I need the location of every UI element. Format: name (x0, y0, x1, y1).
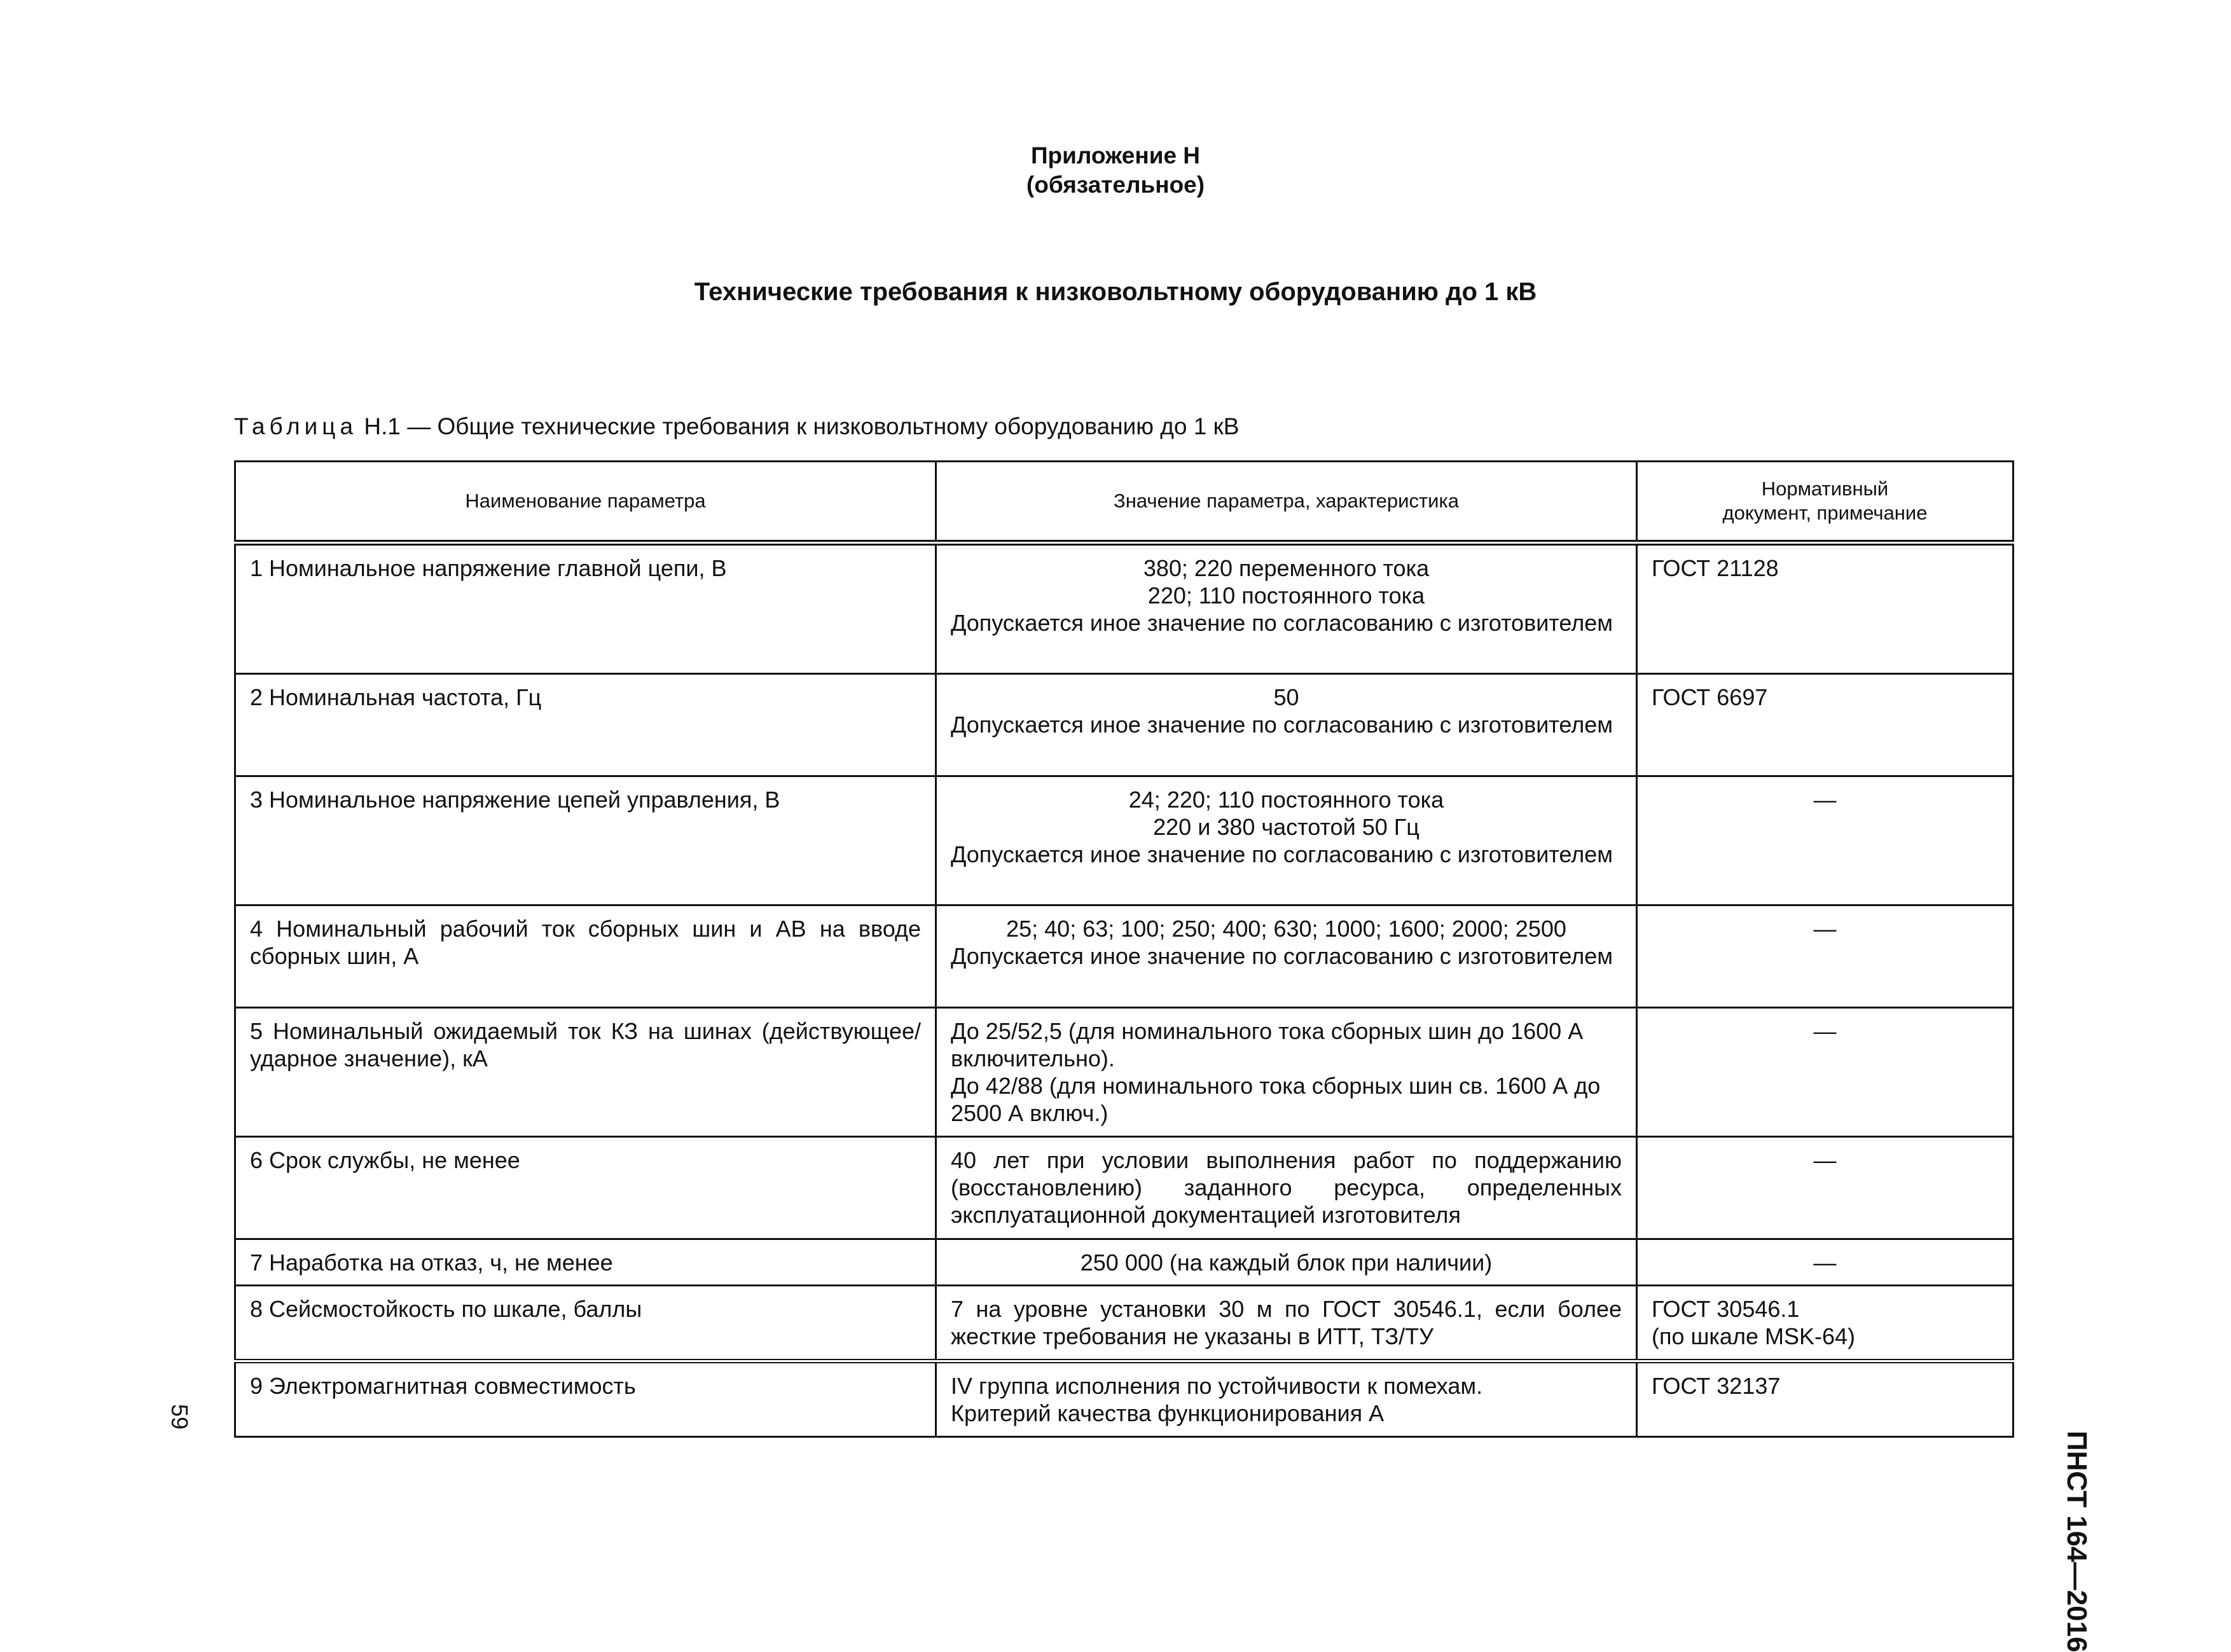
table-row (235, 674, 2013, 776)
table-caption-text: Н.1 — Общие технические требования к низковольтному оборудованию до 1 кВ (364, 413, 1240, 439)
value-line: 380; 220 переменного тока (1143, 555, 1430, 581)
cell-value (936, 905, 1637, 1008)
table-row (235, 1361, 2013, 1437)
table-row (235, 1137, 2013, 1239)
table-caption (234, 412, 1239, 441)
document-line: ГОСТ 30546.1 (1652, 1296, 1800, 1322)
cell-value: 250 000 (на каждый блок при наличии) (936, 1239, 1637, 1286)
cell-value (936, 543, 1637, 674)
value-line: 24; 220; 110 постоянного тока (1128, 787, 1444, 813)
appendix-label: Приложение Н (1030, 142, 1201, 169)
appendix-heading (0, 141, 2231, 200)
header-document (1637, 462, 2013, 543)
appendix-status: (обязательное) (1026, 172, 1205, 198)
cell-document: — (1637, 1008, 2013, 1137)
value-line: IV группа исполнения по устойчивости к помехам. (951, 1373, 1483, 1399)
header-value: Значение параметра, характеристика (936, 462, 1637, 543)
cell-value: 40 лет при условии выполнения работ по поддержанию (восстановлению) заданного ресурса, определенных эксплуатационной документацией изготовителя (936, 1137, 1637, 1239)
document-line: (по шкале MSK-64) (1652, 1323, 1856, 1349)
value-line: До 42/88 (для номинального тока сборных шин св. 1600 А до 2500 А включ.) (951, 1073, 1601, 1126)
cell-value (936, 1361, 1637, 1437)
section-title: Технические требования к низковольтному оборудованию до 1 кВ (694, 278, 1537, 306)
cell-document: — (1637, 1239, 2013, 1286)
cell-value (936, 674, 1637, 776)
value-line: 25; 40; 63; 100; 250; 400; 630; 1000; 1600; 2000; 2500 (1006, 916, 1566, 942)
cell-value: 7 на уровне установки 30 м по ГОСТ 30546.1, если более жесткие требования не указаны в ИТТ, ТЗ/ТУ (936, 1286, 1637, 1361)
value-line: 220 и 380 частотой 50 Гц (1153, 814, 1419, 840)
cell-parameter: 1 Номинальное напряжение главной цепи, В (235, 543, 936, 674)
cell-parameter: 9 Электромагнитная совместимость (235, 1361, 936, 1437)
table-row (235, 543, 2013, 674)
cell-parameter: 7 Наработка на отказ, ч, не менее (235, 1239, 936, 1286)
table-row (235, 1286, 2013, 1361)
cell-parameter: 8 Сейсмостойкость по шкале, баллы (235, 1286, 936, 1361)
table-row (235, 776, 2013, 905)
cell-parameter: 5 Номинальный ожидаемый ток КЗ на шинах (действующее/ударное значение), кА (235, 1008, 936, 1137)
cell-parameter: 4 Номинальный рабочий ток сборных шин и АВ на вводе сборных шин, А (235, 905, 936, 1008)
value-note: Допускается иное значение по согласованию с изготовителем (951, 943, 1613, 969)
value-line: 220; 110 постоянного тока (1147, 582, 1425, 609)
cell-parameter: 3 Номинальное напряжение цепей управления, В (235, 776, 936, 905)
value-line: До 25/52,5 (для номинального тока сборных шин до 1600 А включительно). (951, 1018, 1584, 1071)
page-number: 59 (167, 1404, 193, 1430)
header-document-line1: Нормативный (1761, 478, 1889, 500)
cell-parameter: 6 Срок службы, не менее (235, 1137, 936, 1239)
cell-document: ГОСТ 21128 (1637, 543, 2013, 674)
document-code: ПНСТ 164—2016 (2061, 1431, 2092, 1652)
cell-document: — (1637, 1137, 2013, 1239)
cell-parameter: 2 Номинальная частота, Гц (235, 674, 936, 776)
cell-document (1637, 1286, 2013, 1361)
value-note: Допускается иное значение по согласованию с изготовителем (951, 712, 1613, 738)
cell-document: ГОСТ 32137 (1637, 1361, 2013, 1437)
header-parameter: Наименование параметра (235, 462, 936, 543)
value-note: Допускается иное значение по согласованию с изготовителем (951, 610, 1613, 636)
cell-document: ГОСТ 6697 (1637, 674, 2013, 776)
value-line: Критерий качества функционирования А (951, 1400, 1385, 1426)
cell-value (936, 776, 1637, 905)
cell-value (936, 1008, 1637, 1137)
table-row (235, 905, 2013, 1008)
table-row (235, 1008, 2013, 1137)
table-caption-prefix: Таблица (234, 413, 358, 439)
table-row (235, 1239, 2013, 1286)
table-header-row (235, 462, 2013, 543)
cell-document: — (1637, 776, 2013, 905)
header-document-line2: документ, примечание (1722, 502, 1928, 524)
value-note: Допускается иное значение по согласованию с изготовителем (951, 841, 1613, 867)
cell-document: — (1637, 905, 2013, 1008)
requirements-table (234, 460, 2014, 1438)
value-line: 50 (1273, 684, 1299, 710)
